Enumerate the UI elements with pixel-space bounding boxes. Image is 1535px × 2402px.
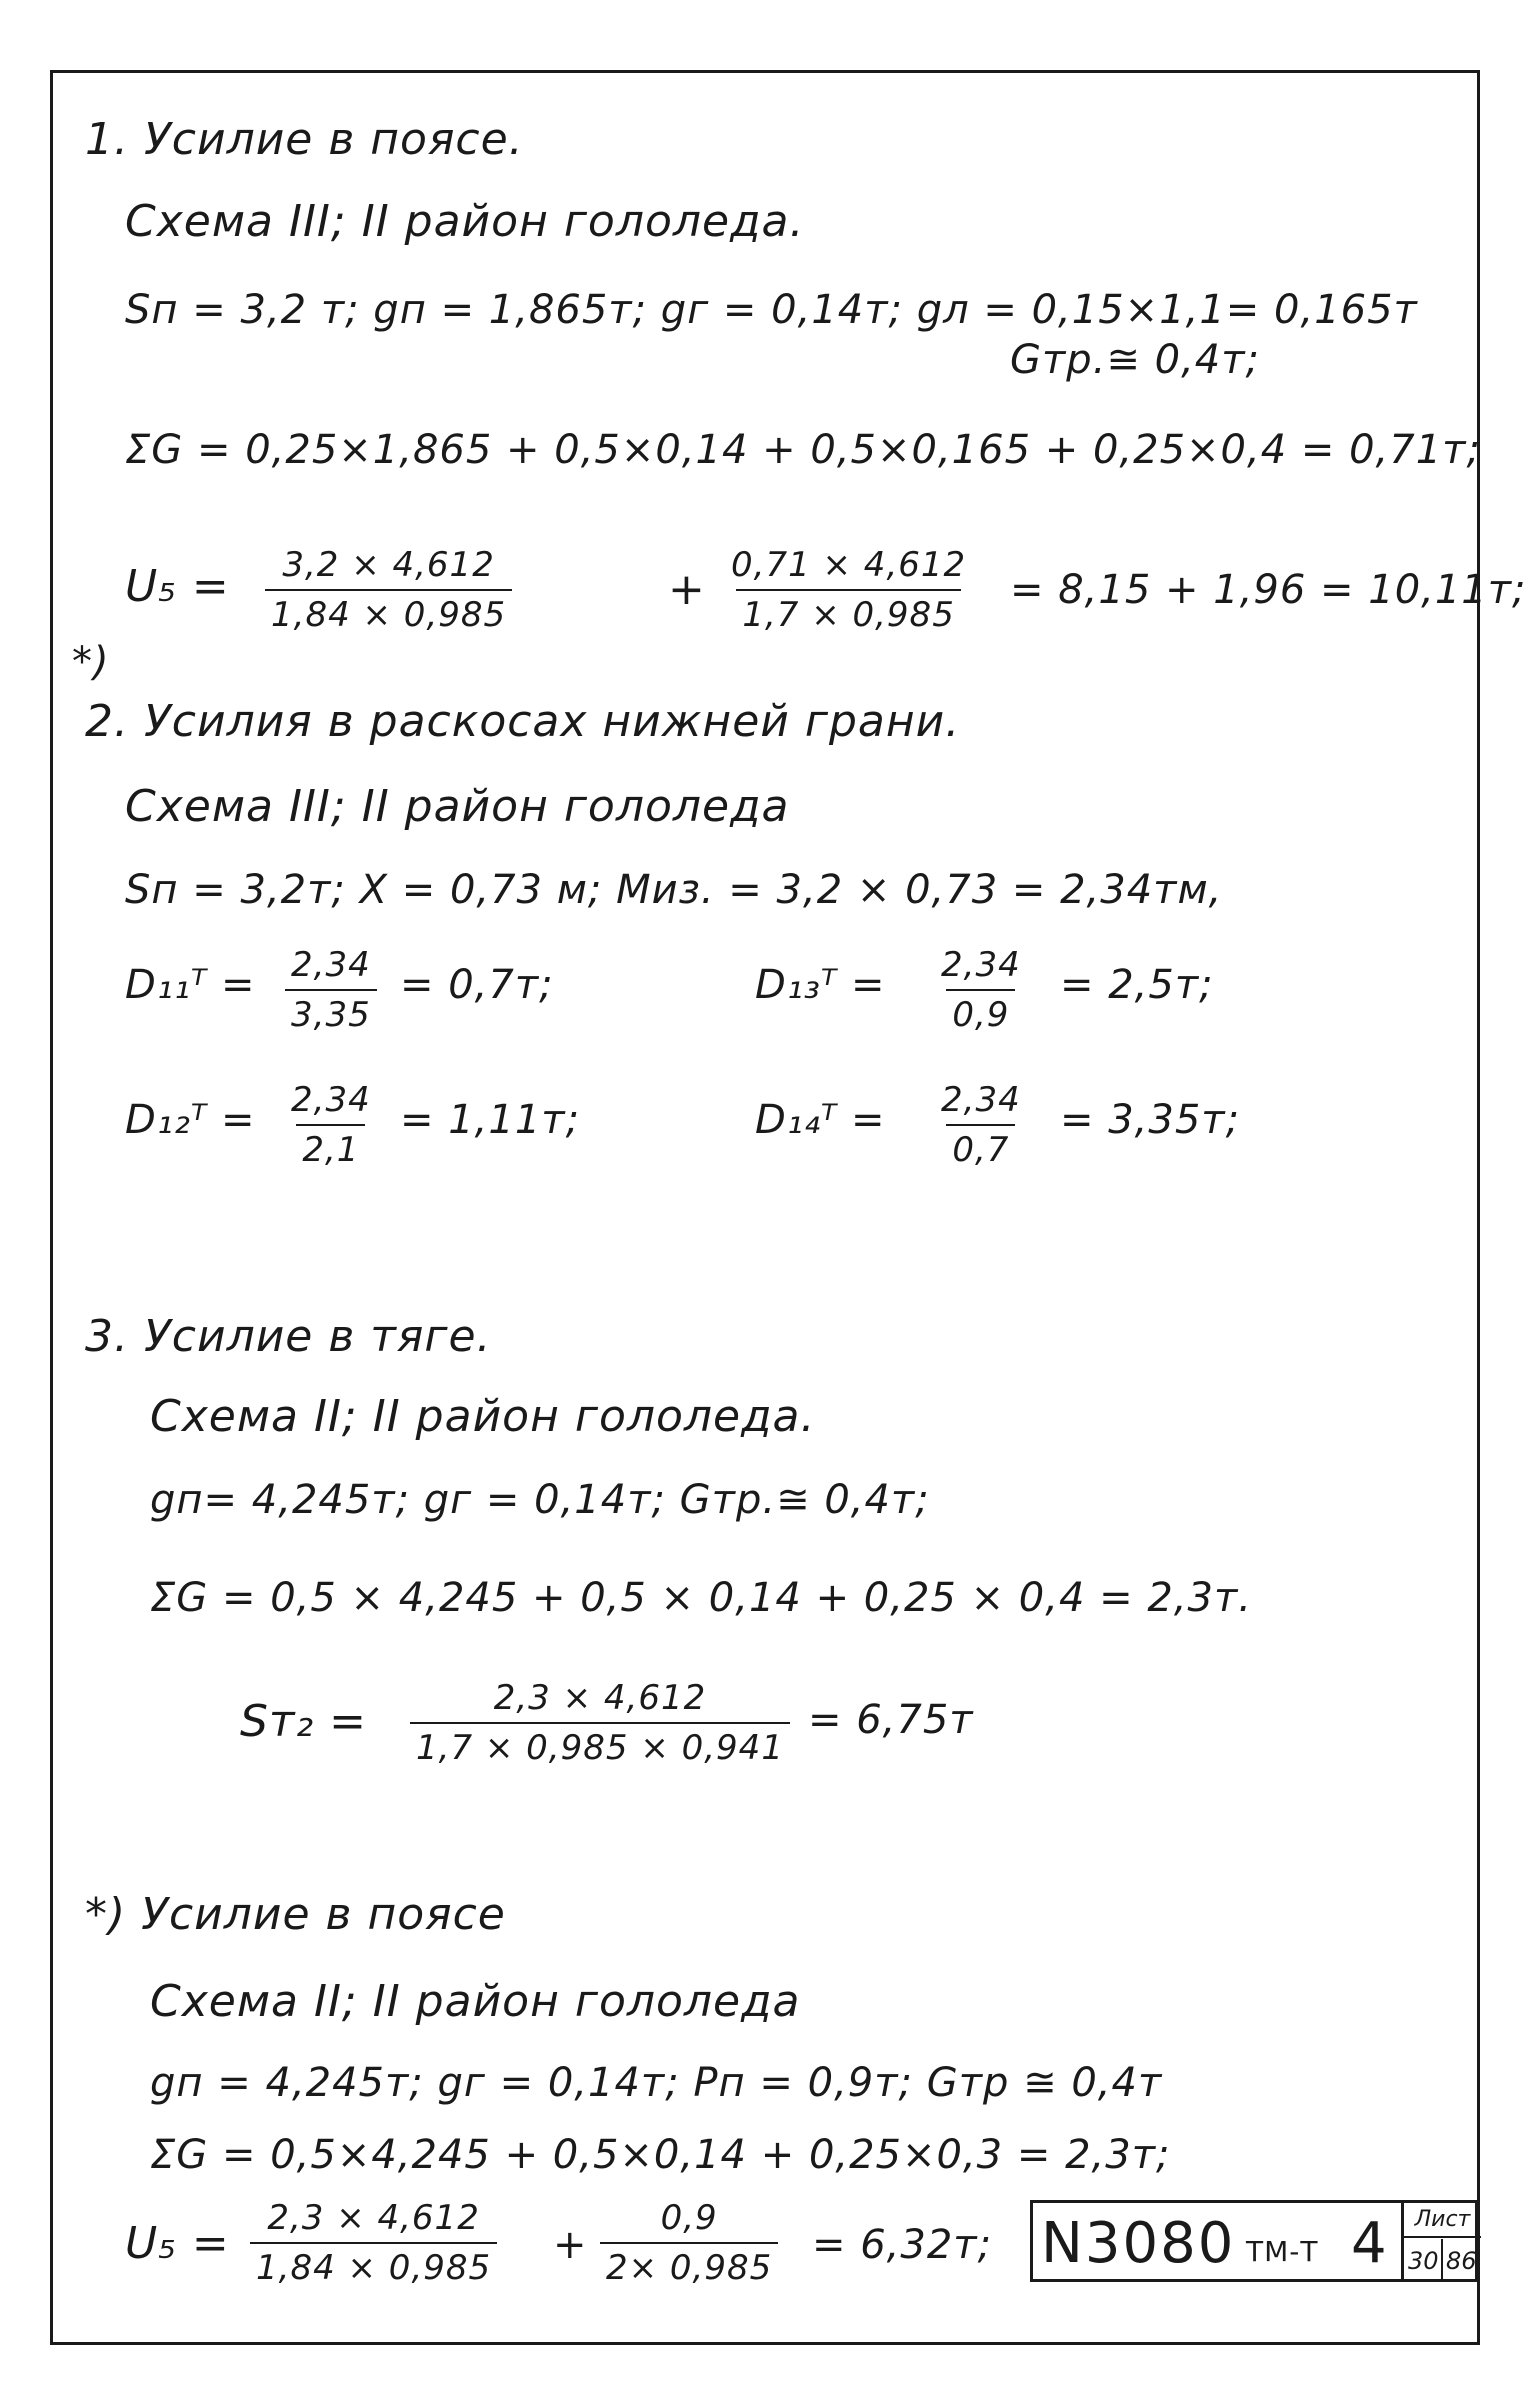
title-block-stamp	[1030, 2200, 1478, 2282]
section-1-u5-lhs: U₅ =	[125, 561, 230, 612]
d14-lhs: D₁₄ᵀ =	[755, 1097, 886, 1143]
section-1-u5-fraction-1	[265, 545, 512, 635]
fraction-denominator: 0,9	[946, 989, 1015, 1035]
document-code: N3080	[1041, 2211, 1236, 2276]
st2-lhs: Sт₂ =	[240, 1696, 368, 1747]
d11-lhs: D₁₁ᵀ =	[125, 962, 256, 1008]
fraction-numerator: 2,3 × 4,612	[267, 2198, 480, 2238]
section-2-params: Sп = 3,2т; X = 0,73 м; Mиз. = 3,2 × 0,73 = 2,34тм,	[125, 867, 1223, 913]
fraction-numerator: 0,9	[660, 2198, 718, 2238]
section-3-scheme: Схема II; II район гололеда.	[150, 1391, 816, 1442]
section-2-scheme: Схема III; II район гололеда	[125, 781, 790, 832]
fraction-denominator: 3,35	[285, 989, 377, 1035]
section-4-u5-fraction-2	[600, 2198, 778, 2288]
fraction-numerator: 3,2 × 4,612	[282, 545, 495, 585]
sheet-box-divider	[1441, 2239, 1443, 2279]
d14-result: = 3,35т;	[1060, 1097, 1241, 1143]
sheet-number-box	[1401, 2203, 1481, 2279]
section-4-scheme: Схема II; II район гололеда	[150, 1976, 801, 2027]
footnote-star-marker: *)	[72, 639, 110, 685]
fraction-denominator: 1,7 × 0,985 × 0,941	[410, 1722, 790, 1768]
fraction-numerator: 2,34	[291, 945, 371, 985]
sheet-number: 30	[1408, 2247, 1439, 2275]
section-4-u5-fraction-1	[250, 2198, 497, 2288]
d11-result: = 0,7т;	[400, 962, 554, 1008]
fraction-denominator: 2,1	[296, 1124, 365, 1170]
fraction-numerator: 2,34	[291, 1080, 371, 1120]
fraction-denominator: 0,7	[946, 1124, 1015, 1170]
st2-result: = 6,75т	[808, 1697, 974, 1743]
fraction-denominator: 2× 0,985	[600, 2242, 778, 2288]
document-code-number: 4	[1351, 2211, 1387, 2276]
sheet-label: Лист	[1404, 2207, 1481, 2238]
fraction-numerator: 0,71 × 4,612	[731, 545, 967, 585]
fraction-denominator: 1,84 × 0,985	[265, 589, 512, 635]
section-4-heading: *) Усилие в поясе	[85, 1889, 506, 1940]
d13-result: = 2,5т;	[1060, 962, 1214, 1008]
section-4-params: gп = 4,245т; gг = 0,14т; Pп = 0,9т; Gтр ≅ 0,4т	[150, 2060, 1163, 2106]
d12-fraction	[285, 1080, 377, 1170]
document-code-suffix: ТМ-Т	[1246, 2235, 1319, 2268]
d13-lhs: D₁₃ᵀ =	[755, 962, 886, 1008]
section-1-u5-fraction-2	[725, 545, 972, 635]
section-1-u5-plus: +	[668, 564, 706, 615]
section-1-sum: ΣG = 0,25×1,865 + 0,5×0,14 + 0,5×0,165 + 0,25×0,4 = 0,71т;	[125, 427, 1481, 473]
section-4-u5-result: = 6,32т;	[812, 2222, 993, 2268]
fraction-numerator: 2,34	[941, 945, 1021, 985]
section-1-u5-result: = 8,15 + 1,96 = 10,11т;	[1010, 567, 1527, 613]
st2-fraction	[410, 1678, 790, 1768]
section-3-params: gп= 4,245т; gг = 0,14т; Gтр.≅ 0,4т;	[150, 1477, 930, 1523]
section-2-heading: 2. Усилия в раскосах нижней грани.	[85, 696, 961, 747]
sheet-total: 86	[1446, 2247, 1477, 2275]
section-4-u5-plus: +	[553, 2222, 588, 2268]
d11-fraction	[285, 945, 377, 1035]
fraction-denominator: 1,7 × 0,985	[736, 589, 961, 635]
section-4-u5-lhs: U₅ =	[125, 2218, 230, 2269]
section-1-params: Sп = 3,2 т; gп = 1,865т; gг = 0,14т; gл = 0,15×1,1= 0,165т	[125, 287, 1418, 333]
section-1-scheme: Схема III; II район гололеда.	[125, 196, 805, 247]
section-4-sum: ΣG = 0,5×4,245 + 0,5×0,14 + 0,25×0,3 = 2,3т;	[150, 2132, 1171, 2178]
section-1-gtr: Gтр.≅ 0,4т;	[1010, 337, 1261, 383]
d12-lhs: D₁₂ᵀ =	[125, 1097, 256, 1143]
d13-fraction	[935, 945, 1027, 1035]
d14-fraction	[935, 1080, 1027, 1170]
fraction-numerator: 2,3 × 4,612	[493, 1678, 707, 1718]
section-1-heading: 1. Усилие в поясе.	[85, 114, 524, 165]
section-3-heading: 3. Усилие в тяге.	[85, 1311, 492, 1362]
fraction-denominator: 1,84 × 0,985	[250, 2242, 497, 2288]
fraction-numerator: 2,34	[941, 1080, 1021, 1120]
d12-result: = 1,11т;	[400, 1097, 581, 1143]
section-3-sum: ΣG = 0,5 × 4,245 + 0,5 × 0,14 + 0,25 × 0,4 = 2,3т.	[150, 1575, 1252, 1621]
